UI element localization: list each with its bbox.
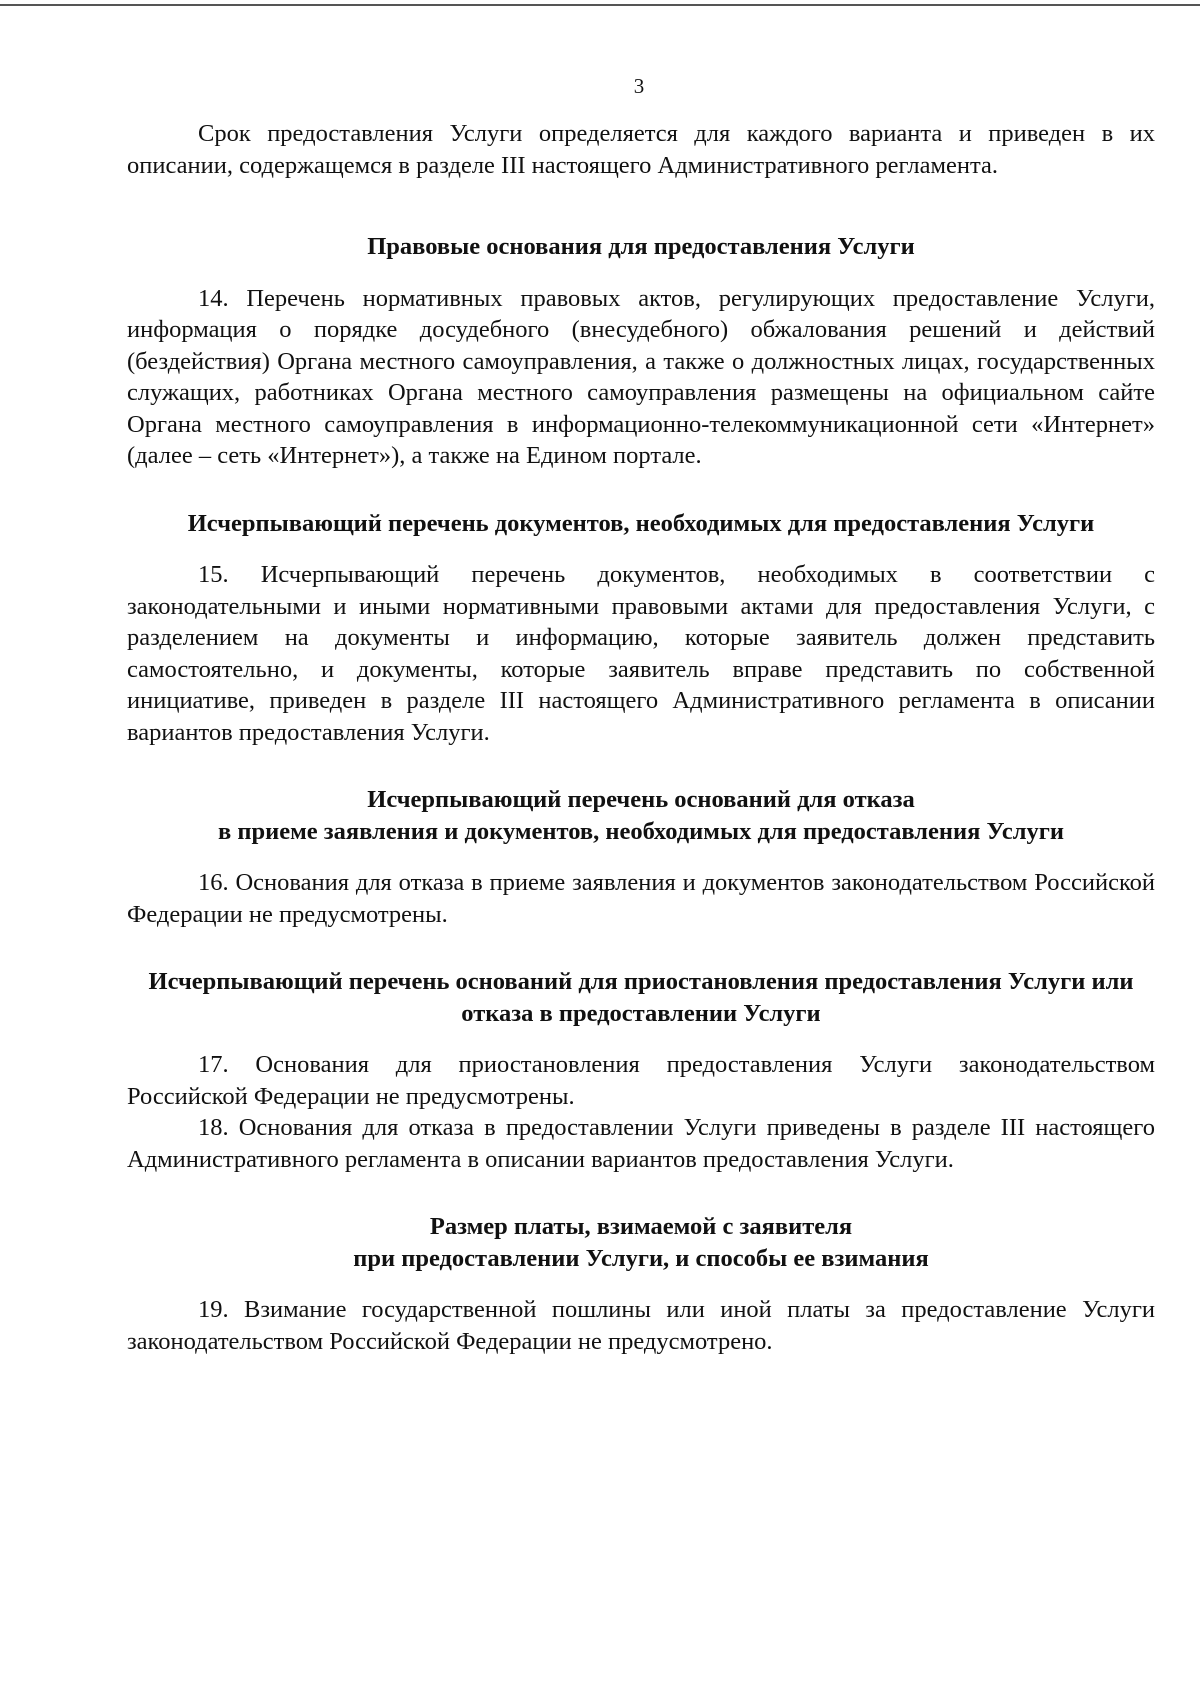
heading-suspension-grounds: Исчерпывающий перечень оснований для приостановления предоставления Услуги или отказа в предоставлении Услуги — [148, 968, 1134, 1027]
paragraph-14: 14. Перечень нормативных правовых актов, регулирующих предоставление Услуги, информация о порядке досудебного (внесудебного) обжалования решений и действий (бездействия) Органа местного самоуправления, а также о должностных лицах, государственных служащих, работниках Органа местного самоуправления размещены на официальном сайте Органа местного самоуправления в информационно-телекоммуникационной сети «Интернет» (далее – сеть «Интернет»), а также на Едином портале. — [127, 284, 1155, 469]
document-body — [127, 118, 1155, 1357]
paragraph-19: 19. Взимание государственной пошлины или иной платы за предоставление Услуги законодательством Российской Федерации не предусмотрено. — [127, 1296, 1155, 1355]
paragraph-17: 17. Основания для приостановления предоставления Услуги законодательством Российской Федерации не предусмотрены. — [127, 1051, 1155, 1110]
heading-fee-line-1: Размер платы, взимаемой с заявителя — [429, 1213, 853, 1240]
paragraph-18: 18. Основания для отказа в предоставлении Услуги приведены в разделе III настоящего Административного регламента в описании вариантов предоставления Услуги. — [127, 1114, 1155, 1173]
paragraph-service-term: Срок предоставления Услуги определяется для каждого варианта и приведен в их описании, содержащемся в разделе III настоящего Административного регламента. — [127, 120, 1155, 179]
heading-documents-list: Исчерпывающий перечень документов, необходимых для предоставления Услуги — [187, 509, 1095, 537]
paragraph-16: 16. Основания для отказа в приеме заявления и документов законодательством Российской Федерации не предусмотрены. — [127, 869, 1155, 928]
heading-refusal-grounds-line-1: Исчерпывающий перечень оснований для отказа — [367, 786, 915, 813]
heading-fee — [127, 1211, 1155, 1274]
paragraph-15: 15. Исчерпывающий перечень документов, необходимых в соответствии с законодательными и иными нормативными правовыми актами для предоставления Услуги, с разделением на документы и информацию, которые заявитель должен представить самостоятельно, и документы, которые заявитель вправе представить по собственной инициативе, приведен в разделе III настоящего Административного регламента в описании вариантов предоставления Услуги. — [127, 561, 1155, 746]
heading-legal-grounds: Правовые основания для предоставления Услуги — [367, 233, 915, 260]
page-number: 3 — [633, 74, 645, 98]
scan-top-edge-line — [0, 4, 1200, 6]
heading-fee-line-2: при предоставлении Услуги, и способы ее взимания — [353, 1244, 929, 1272]
heading-refusal-grounds-line-2: в приеме заявления и документов, необходимых для предоставления Услуги — [218, 817, 1064, 845]
heading-refusal-grounds — [127, 784, 1155, 847]
